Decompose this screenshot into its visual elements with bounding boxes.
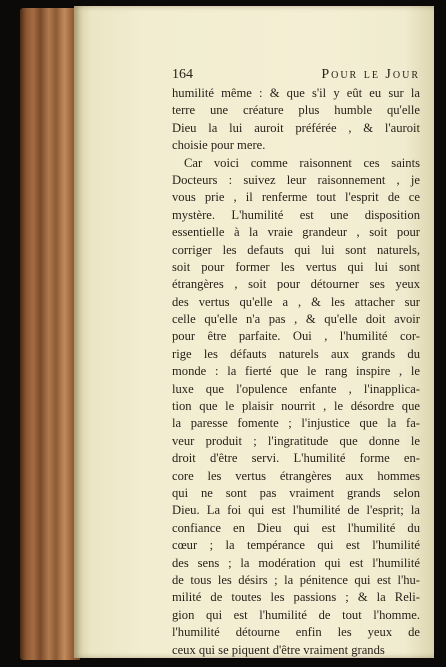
text-line: terre une créature plus humble qu'elle <box>172 103 420 118</box>
running-title: Pour le Jour <box>321 67 420 82</box>
text-line: choisie pour mere. <box>172 138 266 153</box>
body-text <box>172 85 420 659</box>
text-line: rige les défauts naturels aux grands du <box>172 346 420 361</box>
page-header <box>172 64 420 85</box>
text-line: ceux qui se piquent d'être vraiment grands <box>172 642 385 657</box>
text-line: Car voici comme raisonnent ces saints <box>184 155 420 170</box>
text-line: core les vertus étrangères aux hommes <box>172 468 420 483</box>
book-fore-edge <box>20 8 80 660</box>
page-number: 164 <box>172 67 193 82</box>
text-line: humilité même : & que s'il y eût eu sur la <box>172 86 420 100</box>
text-line: celle qu'elle n'a pas , & qu'elle doit avoir <box>172 312 420 327</box>
text-line: Dieu la lui auroit préférée , & l'auroit <box>172 120 420 135</box>
text-line: Dieu. La foi qui est l'humilité de l'esprit; la <box>172 503 420 518</box>
page-text-block <box>172 64 420 659</box>
text-line: mystère. L'humilité est une disposition <box>172 207 420 222</box>
text-line: milité de toutes les passions ; & la Reli- <box>172 590 420 605</box>
text-line: l'humilité détourne enfin les yeux de <box>172 625 420 640</box>
text-line: vous prie , il renferme tout l'esprit de ce <box>172 190 420 205</box>
text-line: des sens ; la modération qui est l'humilité <box>172 555 420 570</box>
text-line: droit d'être servi. L'humilité forme en- <box>172 451 420 466</box>
text-line: la paresse fomente ; l'injustice que la fa- <box>172 416 420 431</box>
text-line: corriger les defauts qui lui sont naturels, <box>172 242 420 257</box>
text-line: luxe que l'opulence enfante , l'inapplica- <box>172 381 420 396</box>
text-line: pour être parfaite. Oui , l'humilité cor- <box>172 329 420 344</box>
text-line: de tous les désirs ; la pénitence qui est l'hu- <box>172 572 420 587</box>
text-line: qui ne sont pas vraiment grands selon <box>172 485 420 500</box>
text-line: des vertus qu'elle a , & les attacher sur <box>172 294 420 309</box>
text-line: tion que le plaisir nourrit , le désordre que <box>172 399 420 414</box>
text-line: étrangères , soit pour détourner ses yeux <box>172 277 420 292</box>
text-line: Docteurs : suivez leur raisonnement , je <box>172 172 420 187</box>
text-line: soit pour former les vertus qui lui sont <box>172 259 420 274</box>
text-line: cœur ; la tempérance qui est l'humilité <box>172 538 420 553</box>
text-line: gion qui est l'humilité de tout l'homme. <box>172 607 420 622</box>
text-line: veur produit ; l'ingratitude que donne le <box>172 433 420 448</box>
text-line: confiance en Dieu qui est l'humilité du <box>172 520 420 535</box>
text-line: essentielle à la vraie grandeur , soit pour <box>172 225 420 240</box>
text-line: monde : la fierté que le rang inspire , le <box>172 364 420 379</box>
